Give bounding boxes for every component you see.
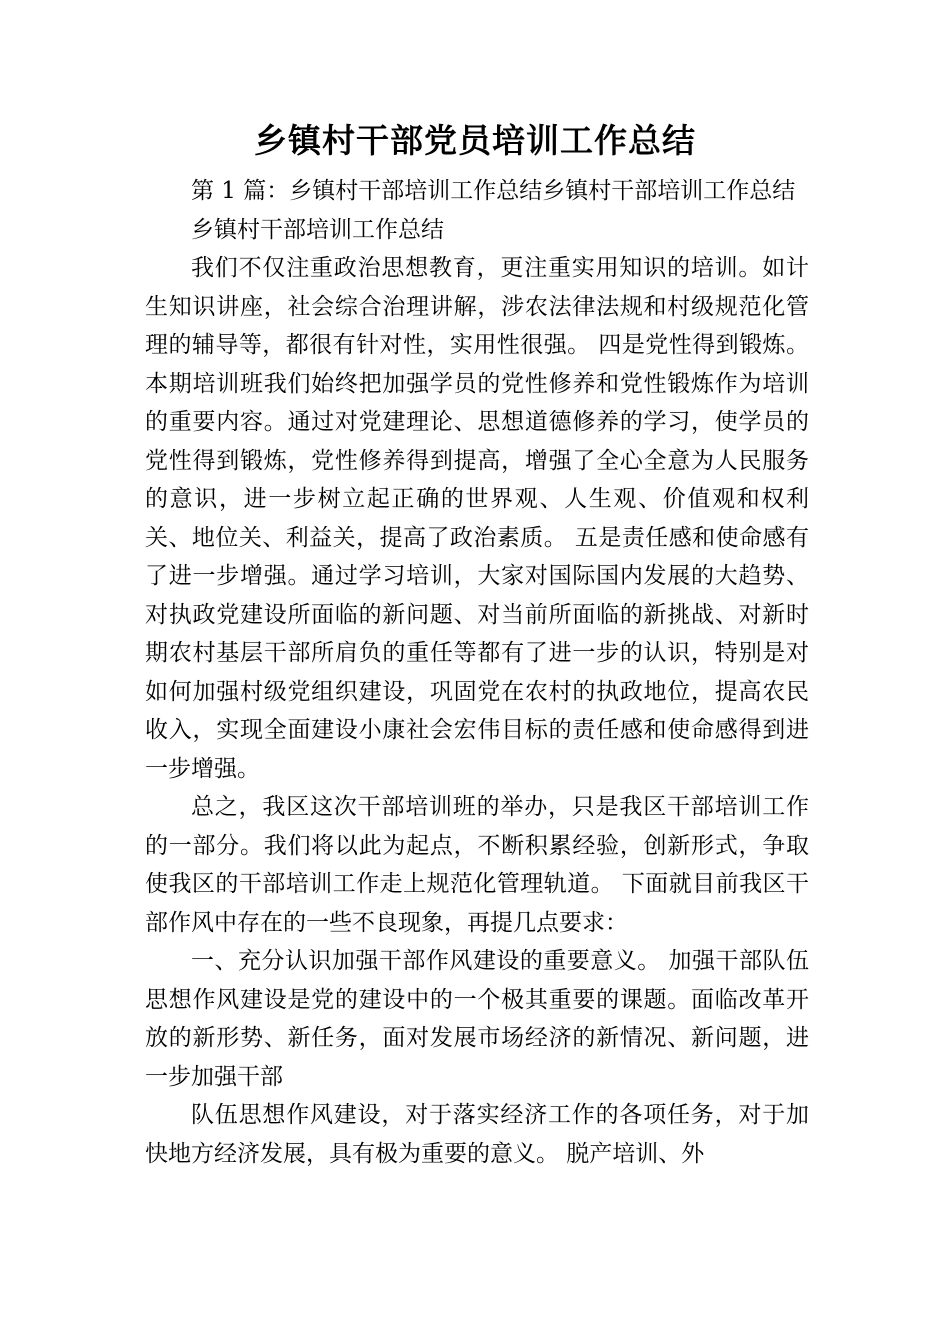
paragraph-5: 一、充分认识加强干部作风建设的重要意义。 加强干部队伍思想作风建设是党的建设中的一个极其重要的课题。面临改革开放的新形势、新任务，面对发展市场经济的新情况、新问题，进一步加强干部 — [145, 948, 809, 1090]
paragraph-4: 总之，我区这次干部培训班的举办，只是我区干部培训工作的一部分。我们将以此为起点，不断积累经验，创新形式，争取使我区的干部培训工作走上规范化管理轨道。 下面就目前我区干部作风中存在的一些不良现象，再提几点要求： — [145, 794, 809, 936]
document-title: 乡镇村干部党员培训工作总结 — [254, 121, 696, 160]
document-body — [145, 172, 809, 1173]
paragraph-1: 第 1 篇：乡镇村干部培训工作总结乡镇村干部培训工作总结 — [191, 178, 796, 204]
paragraph-2: 乡镇村干部培训工作总结 — [191, 216, 444, 243]
paragraph-6: 队伍思想作风建设，对于落实经济工作的各项任务，对于加快地方经济发展，具有极为重要的意义。 脱产培训、外 — [145, 1102, 809, 1167]
paragraph-3: 我们不仅注重政治思想教育，更注重实用知识的培训。如计生知识讲座，社会综合治理讲解，涉农法律法规和村级规范化管理的辅导等，都很有针对性，实用性很强。 四是党性得到锻炼。本期培训班我们始终把加强学员的党性修养和党性锻炼作为培训的重要内容。通过对党建理论、思想道德修养的学习，使学员的党性得到锻炼，党性修养得到提高，增强了全心全意为人民服务的意识，进一步树立起正确的世界观、人生观、价值观和权利关、地位关、利益关，提高了政治素质。 五是责任感和使命感有了进一步增强。通过学习培训，大家对国际国内发展的大趋势、对执政党建设所面临的新问题、对当前所面临的新挑战、对新时期农村基层干部所肩负的重任等都有了进一步的认识，特别是对如何加强村级党组织建设，巩固党在农村的执政地位，提高农民收入，实现全面建设小康社会宏伟目标的责任感和使命感得到进一步增强。 — [145, 255, 809, 782]
